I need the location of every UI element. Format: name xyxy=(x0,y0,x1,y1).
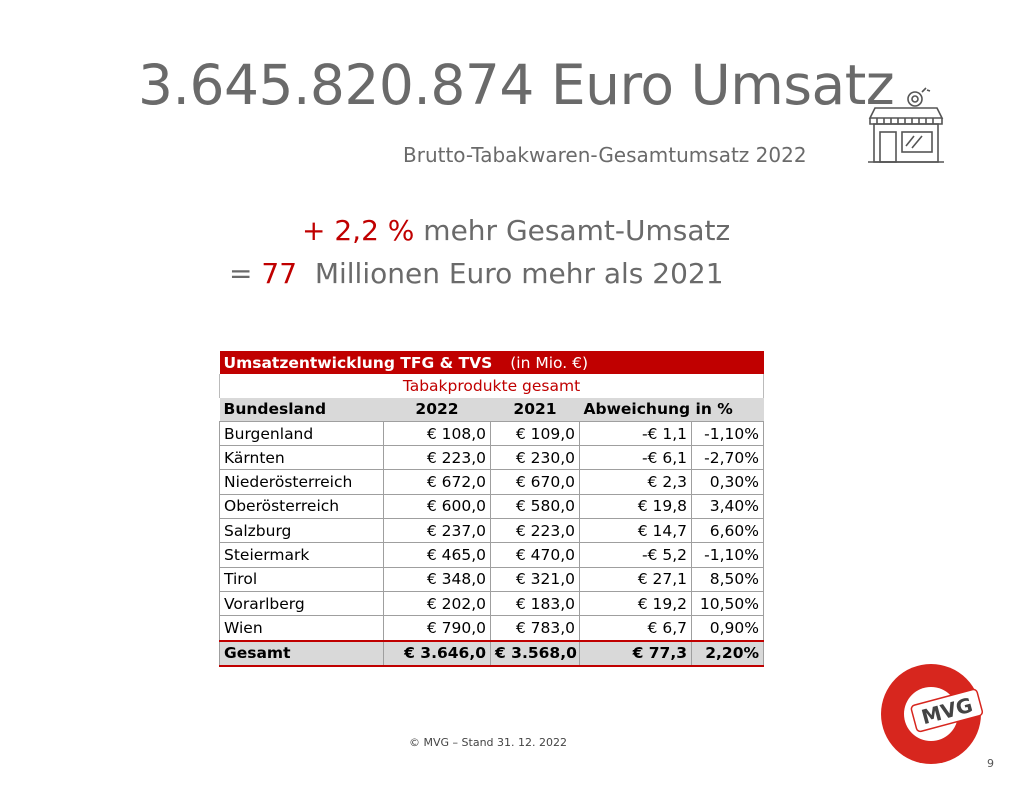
logo-text: MVG xyxy=(918,692,976,730)
page-number: 9 xyxy=(987,757,994,770)
table-subheader-row xyxy=(220,374,764,397)
table-total-row xyxy=(220,641,764,666)
cell-percent: 3,40% xyxy=(692,494,764,518)
cell-2022: € 108,0 xyxy=(384,421,491,445)
column-header-2022: 2022 xyxy=(384,398,491,422)
cell-bundesland: Tirol xyxy=(220,567,384,591)
cell-2022: € 672,0 xyxy=(384,470,491,494)
slide-title: 3.645.820.874 Euro Umsatz xyxy=(138,53,895,117)
footer-copyright: © MVG – Stand 31. 12. 2022 xyxy=(409,736,567,749)
cell-2021: € 321,0 xyxy=(491,567,580,591)
table-title-row xyxy=(220,351,764,374)
table-row xyxy=(220,543,764,567)
cell-percent: 8,50% xyxy=(692,567,764,591)
cell-percent: -1,10% xyxy=(692,543,764,567)
cell-bundesland: Salzburg xyxy=(220,519,384,543)
cell-bundesland: Oberösterreich xyxy=(220,494,384,518)
cell-bundesland: Kärnten xyxy=(220,446,384,470)
table-title: Umsatzentwicklung TFG & TVS xyxy=(223,353,493,372)
growth-percent: + 2,2 % xyxy=(302,214,415,247)
column-header-bundesland: Bundesland xyxy=(220,398,384,422)
mvg-logo xyxy=(879,662,983,766)
cell-2022: € 237,0 xyxy=(384,519,491,543)
column-header-abweichung: Abweichung xyxy=(580,398,692,422)
cell-bundesland: Niederösterreich xyxy=(220,470,384,494)
slide-subtitle: Brutto-Tabakwaren-Gesamtumsatz 2022 xyxy=(403,143,807,167)
cell-abweichung: € 19,2 xyxy=(580,591,692,615)
cell-2021: € 470,0 xyxy=(491,543,580,567)
cell-abweichung: € 6,7 xyxy=(580,616,692,641)
delta-prefix: = xyxy=(229,257,262,290)
cell-bundesland: Wien xyxy=(220,616,384,641)
cell-2022: € 348,0 xyxy=(384,567,491,591)
cell-abweichung: -€ 5,2 xyxy=(580,543,692,567)
cell-bundesland: Burgenland xyxy=(220,421,384,445)
cell-percent: 0,90% xyxy=(692,616,764,641)
total-2022: € 3.646,0 xyxy=(384,641,491,666)
cell-2021: € 223,0 xyxy=(491,519,580,543)
cell-percent: -2,70% xyxy=(692,446,764,470)
table-title-cell xyxy=(220,351,764,374)
table-subheader: Tabakprodukte gesamt xyxy=(220,374,764,397)
column-header-percent: in % xyxy=(692,398,764,422)
cell-abweichung: € 2,3 xyxy=(580,470,692,494)
cell-2021: € 580,0 xyxy=(491,494,580,518)
cell-abweichung: € 14,7 xyxy=(580,519,692,543)
table-row xyxy=(220,494,764,518)
table-row xyxy=(220,519,764,543)
total-label: Gesamt xyxy=(220,641,384,666)
cell-abweichung: -€ 6,1 xyxy=(580,446,692,470)
cell-percent: 0,30% xyxy=(692,470,764,494)
cell-2022: € 465,0 xyxy=(384,543,491,567)
cell-percent: -1,10% xyxy=(692,421,764,445)
cell-2021: € 109,0 xyxy=(491,421,580,445)
cell-2021: € 670,0 xyxy=(491,470,580,494)
cell-abweichung: -€ 1,1 xyxy=(580,421,692,445)
cell-2021: € 230,0 xyxy=(491,446,580,470)
cell-percent: 10,50% xyxy=(692,591,764,615)
table-row xyxy=(220,446,764,470)
shop-icon xyxy=(866,86,946,166)
cell-bundesland: Vorarlberg xyxy=(220,591,384,615)
cell-2022: € 202,0 xyxy=(384,591,491,615)
growth-text: mehr Gesamt-Umsatz xyxy=(414,214,731,247)
cell-2021: € 183,0 xyxy=(491,591,580,615)
table-unit: (in Mio. €) xyxy=(510,353,589,372)
revenue-table-body xyxy=(220,351,764,666)
revenue-table xyxy=(219,351,764,667)
total-percent: 2,20% xyxy=(692,641,764,666)
cell-2022: € 223,0 xyxy=(384,446,491,470)
delta-text: Millionen Euro mehr als 2021 xyxy=(297,257,724,290)
table-row xyxy=(220,591,764,615)
growth-line xyxy=(302,214,730,247)
total-abweichung: € 77,3 xyxy=(580,641,692,666)
cell-bundesland: Steiermark xyxy=(220,543,384,567)
delta-line xyxy=(229,257,724,290)
total-2021: € 3.568,0 xyxy=(491,641,580,666)
column-header-2021: 2021 xyxy=(491,398,580,422)
cell-2022: € 790,0 xyxy=(384,616,491,641)
table-row xyxy=(220,616,764,641)
delta-value: 77 xyxy=(261,257,298,290)
table-row xyxy=(220,470,764,494)
cell-abweichung: € 19,8 xyxy=(580,494,692,518)
cell-2022: € 600,0 xyxy=(384,494,491,518)
table-row xyxy=(220,567,764,591)
table-row xyxy=(220,421,764,445)
cell-percent: 6,60% xyxy=(692,519,764,543)
table-header-row xyxy=(220,398,764,422)
cell-2021: € 783,0 xyxy=(491,616,580,641)
cell-abweichung: € 27,1 xyxy=(580,567,692,591)
